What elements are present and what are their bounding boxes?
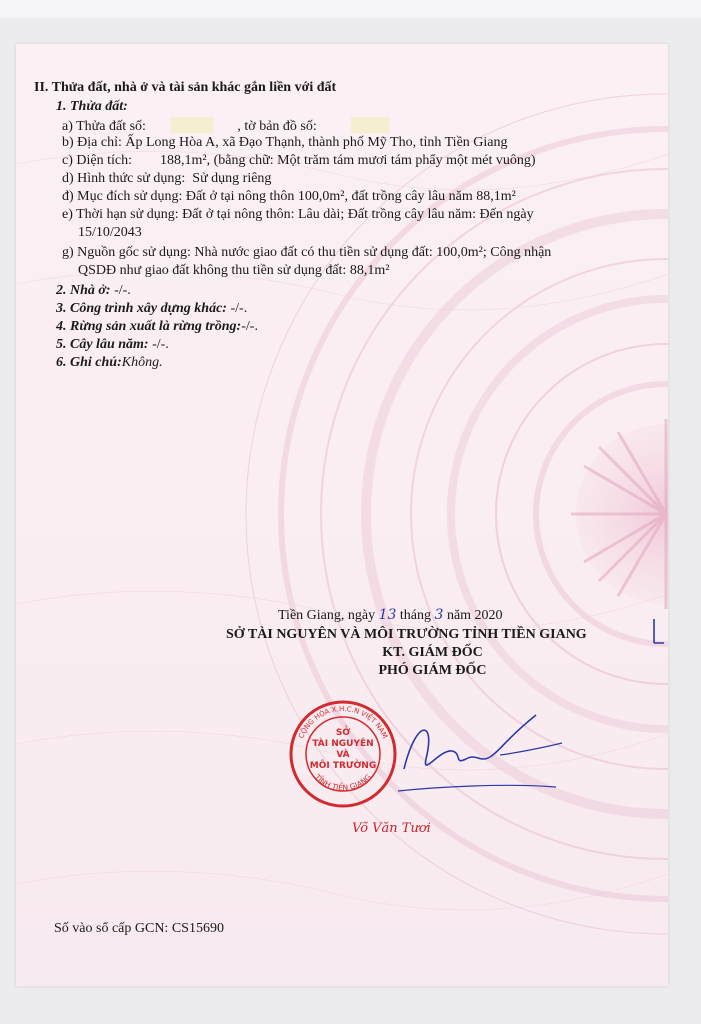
registry-number: Số vào sổ cấp GCN: CS15690 [54,921,224,936]
purpose-line: đ) Mục đích sử dụng: Đất ở tại nông thôn 100,0m², đất trồng cây lâu năm 88,1m² [62,189,516,204]
date-prefix: Tiền Giang, ngày [278,608,376,623]
date-year: năm 2020 [446,608,503,623]
handwritten-signature [396,709,566,799]
stamp-bottom-text: TỈNH TIỀN GIANG [312,772,374,793]
perennial-line [56,337,169,353]
stamp-line-4: MÔI TRƯỜNG [309,761,377,771]
note-label: 6. Ghi chú: [56,355,122,370]
parcel-label: a) Thửa đất số: [62,119,146,134]
area-label: c) Diện tích: [62,153,132,168]
address-line: b) Địa chỉ: Ấp Long Hòa A, xã Đạo Thạnh, thành phố Mỹ Tho, tỉnh Tiền Giang [62,135,508,150]
certificate-page [16,44,668,986]
signer-name: Võ Văn Tươi [352,821,431,836]
for-director: KT. GIÁM ĐỐC [382,645,483,660]
parcel-number-redacted [171,117,213,133]
perennial-value: -/-. [152,337,169,352]
house-label: 2. Nhà ở: [56,283,111,298]
construction-line [56,301,247,317]
map-number-redacted [351,117,389,133]
date-month: 3 [434,607,444,623]
map-label: , tờ bản đồ số: [237,119,317,134]
parcel-line [62,117,389,135]
construction-value: -/-. [230,301,248,316]
area-line [62,153,536,169]
usage-form-value: Sử dụng riêng [192,171,272,186]
stamp-ring-text: CỘNG HÒA X.H.C.N VIỆT NAM [297,704,389,740]
deputy-director: PHÓ GIÁM ĐỐC [378,663,487,678]
origin-line-1: g) Nguồn gốc sử dụng: Nhà nước giao đất có thu tiền sử dụng đất: 100,0m²; Công nhận [62,245,552,260]
top-bar [0,0,701,18]
forest-line [56,319,258,335]
stamp-line-2: TÀI NGUYÊN [312,739,374,749]
stamp-line-1: SỞ [335,728,351,738]
date-month-label: tháng [399,608,432,623]
house-value: -/-. [114,283,131,298]
section-heading: II. Thửa đất, nhà ở và tài sản khác gắn liền với đất [34,80,337,95]
date-line [278,607,503,624]
construction-label: 3. Công trình xây dựng khác: [56,301,227,316]
forest-value: -/-. [241,319,258,334]
agency-name: SỞ TÀI NGUYÊN VÀ MÔI TRƯỜNG TỈNH TIỀN GIANG [226,627,587,642]
area-value: 188,1m², (bằng chữ: Một trăm tám mươi tám phẩy một mét vuông) [159,153,536,168]
official-stamp [288,699,398,809]
note-value: Không. [121,355,163,370]
note-line [56,355,163,371]
term-line-2: 15/10/2043 [78,225,142,240]
house-line [56,283,131,299]
origin-line-2: QSDĐ như giao đất không thu tiền sử dụng đất: 88,1m² [78,263,390,278]
usage-form-line [62,171,271,187]
usage-form-label: d) Hình thức sử dụng: [62,171,186,186]
land-title: 1. Thửa đất: [56,99,128,114]
stamp-line-3: VÀ [336,750,350,760]
forest-label: 4. Rừng sản xuất là rừng trồng: [56,319,242,334]
perennial-label: 5. Cây lâu năm: [56,337,149,352]
date-day: 13 [378,607,397,623]
edge-mark-icon [650,617,666,647]
svg-text:TỈNH TIỀN GIANG [312,772,373,793]
term-line-1: e) Thời hạn sử dụng: Đất ở tại nông thôn: Lâu dài; Đất trồng cây lâu năm: Đến ngày [62,207,534,222]
